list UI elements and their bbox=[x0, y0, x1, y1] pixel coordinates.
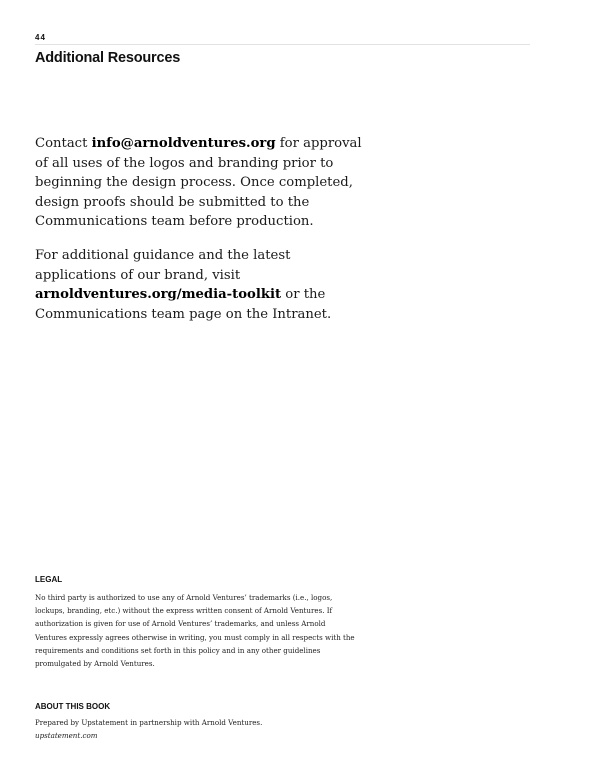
upstatement-link[interactable]: upstatement.com bbox=[35, 731, 98, 741]
guidance-paragraph bbox=[35, 246, 375, 324]
contact-paragraph bbox=[35, 134, 375, 232]
legal-heading: LEGAL bbox=[35, 575, 63, 584]
header-divider bbox=[35, 44, 530, 45]
about-text: Prepared by Upstatement in partnership with Arnold Ventures. bbox=[35, 718, 263, 727]
about-paragraph bbox=[35, 716, 355, 742]
about-heading: ABOUT THIS BOOK bbox=[35, 702, 111, 711]
guidance-text-before: For additional guidance and the latest applications of our brand, visit bbox=[35, 248, 291, 283]
legal-text: No third party is authorized to use any of Arnold Ventures’ trademarks (i.e., logos, lockups, branding, etc.) without the express written consent of Arnold Ventures. If authorization is given for use of Arnold Ventures’ trademarks, and unless Arnold Ventures expressly agrees otherwise in writing, you must comply in all respects with the requirements and conditions set forth in this policy and in any other guidelines promulgated by Arnold Ventures. bbox=[35, 593, 355, 669]
page-title: Additional Resources bbox=[35, 50, 181, 66]
guidance-text-after: or the Communications team page on the Intranet. bbox=[35, 287, 332, 322]
contact-text-before: Contact bbox=[35, 136, 92, 151]
contact-text-after: for approval of all uses of the logos and branding prior to beginning the design process. Once completed, design proofs should be submitted to the Communications team before production. bbox=[35, 136, 362, 229]
contact-email-link[interactable]: info@arnoldventures.org bbox=[91, 136, 276, 151]
media-toolkit-link[interactable]: arnoldventures.org/media-toolkit bbox=[35, 287, 282, 302]
page-number: 44 bbox=[35, 33, 46, 42]
